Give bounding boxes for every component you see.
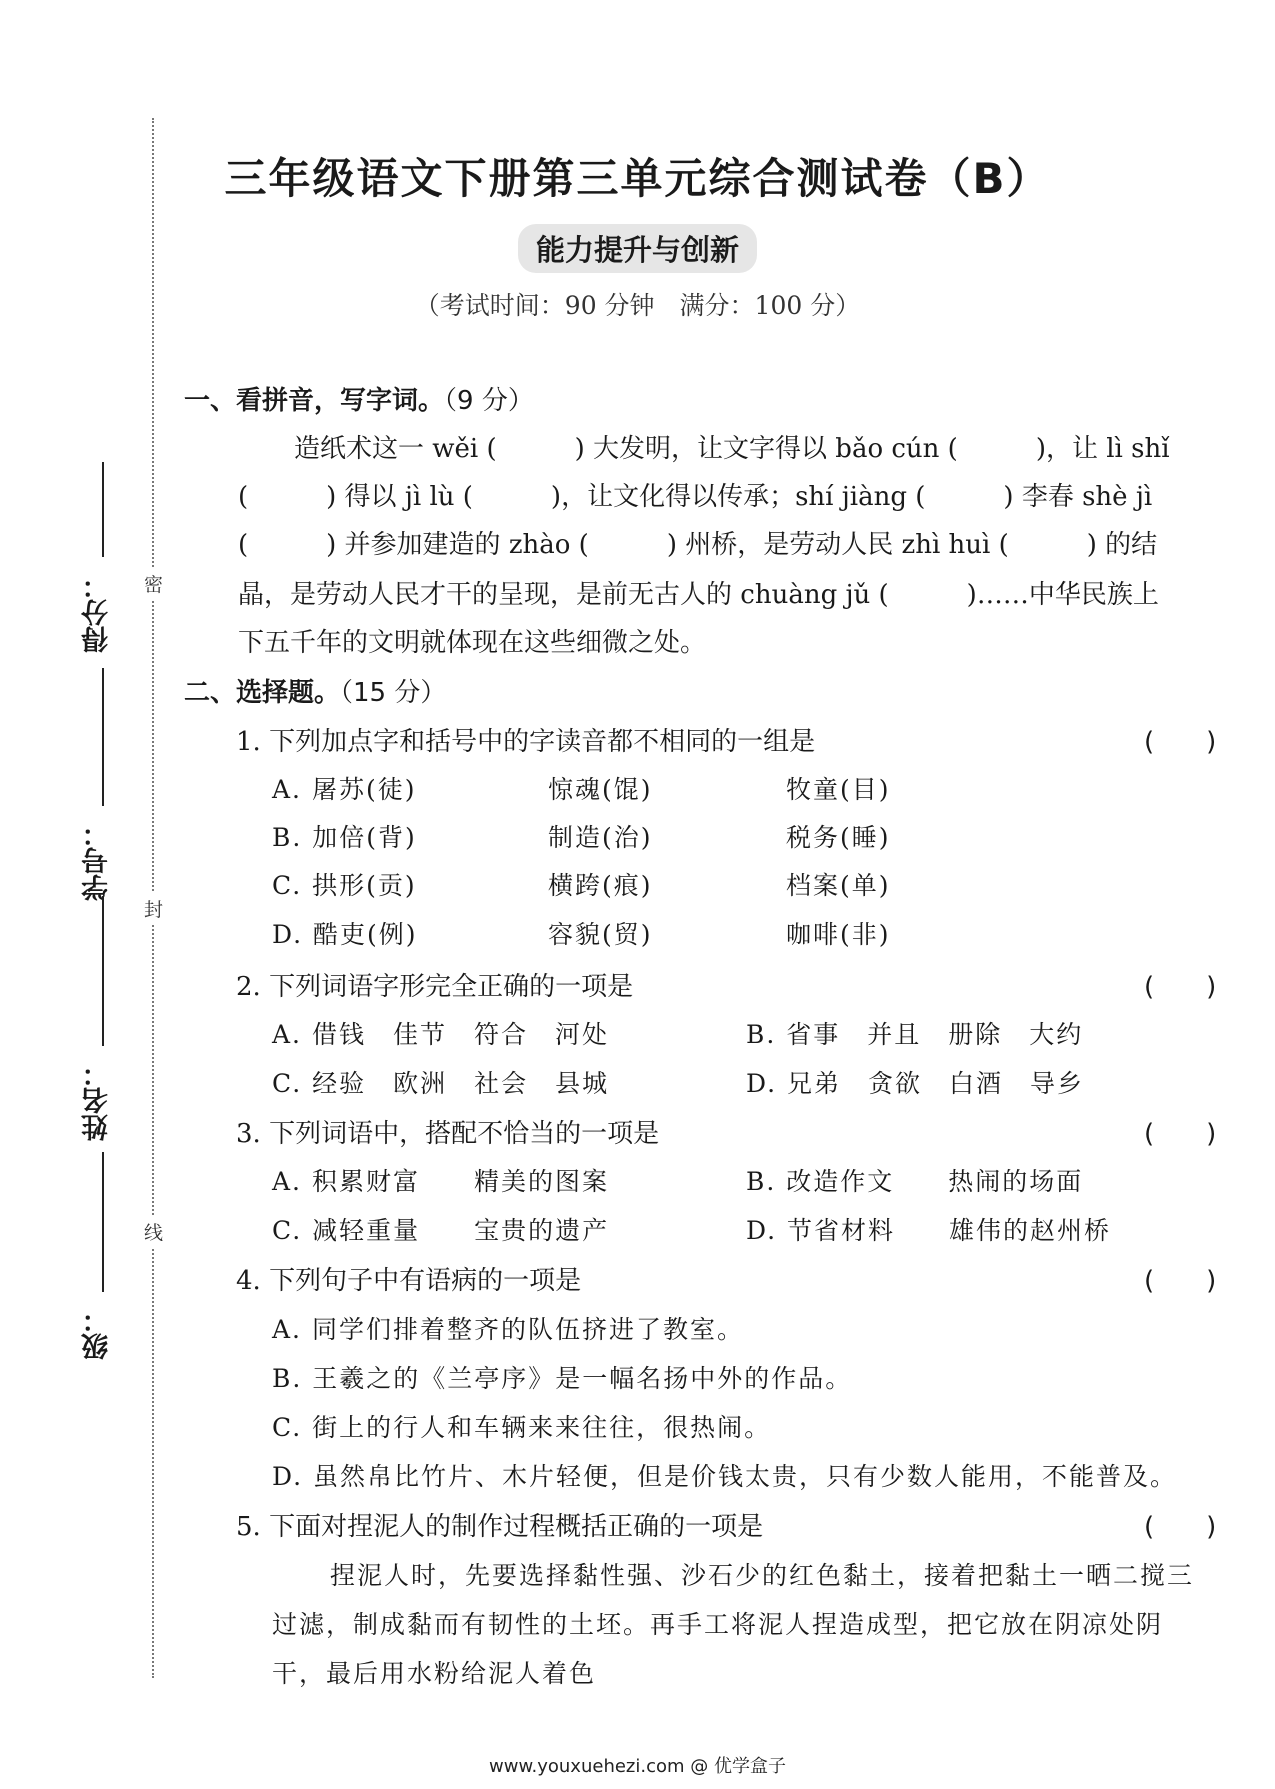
section1-heading: 一、看拼音，写字词。（9 分） bbox=[184, 386, 534, 416]
q4-option-c: C. 街上的行人和车辆来来往往，很热闹。 bbox=[272, 1413, 772, 1442]
section1-line-3: ( ) 并参加建造的 zhào ( ) 州桥，是劳动人民 zhì huì ( ) 的结 bbox=[238, 530, 1158, 560]
q1-option-d-2: 容貌(贸) bbox=[548, 920, 653, 949]
q4-stem: 4. 下列句子中有语病的一项是 bbox=[236, 1266, 582, 1296]
q1-option-a-3: 牧童(目) bbox=[786, 775, 891, 804]
q3-option-b: B. 改造作文 热闹的场面 bbox=[746, 1167, 1084, 1196]
name-label: 姓名： bbox=[82, 1060, 113, 1141]
q2-option-c: C. 经验 欧洲 社会 县城 bbox=[272, 1069, 610, 1098]
class-label: 级： bbox=[82, 1306, 113, 1360]
q1-option-a-2: 惊魂(馄) bbox=[548, 775, 653, 804]
q3-option-c: C. 减轻重量 宝贵的遗产 bbox=[272, 1216, 610, 1245]
q4-option-a: A. 同学们排着整齐的队伍挤进了教室。 bbox=[272, 1315, 744, 1344]
page-subtitle: 能力提升与创新 bbox=[518, 224, 757, 273]
seal-mark-xian: 线 bbox=[144, 1215, 163, 1248]
q1-option-c-2: 横跨(痕) bbox=[548, 871, 653, 900]
q2-answer-blank[interactable]: ( ) bbox=[1144, 972, 1217, 1002]
section1-line-1: 造纸术这一 wěi ( ) 大发明，让文字得以 bǎo cún ( )，让 lì shǐ bbox=[294, 434, 1170, 464]
score-label: 得分： bbox=[82, 572, 113, 653]
q1-option-b-1: B. 加倍(背) bbox=[272, 823, 417, 852]
q1-option-c-3: 档案(单) bbox=[786, 871, 891, 900]
class-blank-line bbox=[102, 1152, 104, 1292]
q3-option-a: A. 积累财富 精美的图案 bbox=[272, 1167, 609, 1196]
footer-watermark: www.youxuehezi.com @ 优学盒子 bbox=[489, 1756, 786, 1777]
q1-option-d-3: 咖啡(非) bbox=[786, 920, 891, 949]
q5-answer-blank[interactable]: ( ) bbox=[1144, 1512, 1217, 1542]
q1-option-d-1: D. 酷吏(例) bbox=[272, 920, 418, 949]
q2-option-a: A. 借钱 佳节 符合 河处 bbox=[272, 1020, 609, 1049]
q1-stem: 1. 下列加点字和括号中的字读音都不相同的一组是 bbox=[236, 727, 816, 757]
q1-answer-blank[interactable]: ( ) bbox=[1144, 727, 1217, 757]
q1-option-a-1: A. 屠苏(徒) bbox=[272, 775, 417, 804]
q2-stem: 2. 下列词语字形完全正确的一项是 bbox=[236, 972, 634, 1002]
q2-option-b: B. 省事 并且 册除 大约 bbox=[746, 1020, 1084, 1049]
q3-option-d: D. 节省材料 雄伟的赵州桥 bbox=[746, 1216, 1112, 1245]
q1-option-b-2: 制造(治) bbox=[548, 823, 653, 852]
seal-mark-mi: 密 bbox=[144, 567, 163, 600]
q5-stem: 5. 下面对捏泥人的制作过程概括正确的一项是 bbox=[236, 1512, 764, 1542]
score-blank-line bbox=[102, 462, 104, 557]
q3-answer-blank[interactable]: ( ) bbox=[1144, 1119, 1217, 1149]
q4-answer-blank[interactable]: ( ) bbox=[1144, 1266, 1217, 1296]
q4-option-d: D. 虽然帛比竹片、木片轻便，但是价钱太贵，只有少数人能用，不能普及。 bbox=[272, 1462, 1178, 1491]
section1-line-2: ( ) 得以 jì lù ( )，让文化得以传承；shí jiàng ( ) 李春 shè jì bbox=[238, 482, 1153, 512]
q5-passage-line-3: 干，最后用水粉给泥人着色 bbox=[272, 1659, 597, 1688]
q5-passage-line-1: 捏泥人时，先要选择黏性强、沙石少的红色黏土，接着把黏土一晒二搅三 bbox=[330, 1561, 1195, 1590]
name-blank-line bbox=[102, 896, 104, 1046]
q2-option-d: D. 兄弟 贪欲 白酒 导乡 bbox=[746, 1069, 1085, 1098]
q3-stem: 3. 下列词语中，搭配不恰当的一项是 bbox=[236, 1119, 660, 1149]
section2-heading: 二、选择题。（15 分） bbox=[184, 678, 447, 708]
q4-option-b: B. 王羲之的《兰亭序》是一幅名扬中外的作品。 bbox=[272, 1364, 853, 1393]
student-id-blank-line bbox=[102, 668, 104, 806]
q1-option-b-3: 税务(睡) bbox=[786, 823, 891, 852]
exam-info: （考试时间：90 分钟 满分：100 分） bbox=[414, 291, 861, 320]
student-id-label: 学号： bbox=[82, 820, 113, 901]
section1-line-4: 晶，是劳动人民才干的呈现，是前无古人的 chuàng jǔ ( )……中华民族上 bbox=[238, 580, 1159, 610]
section1-line-5: 下五千年的文明就体现在这些细微之处。 bbox=[238, 628, 707, 658]
q1-option-c-1: C. 拱形(贡) bbox=[272, 871, 417, 900]
page-title: 三年级语文下册第三单元综合测试卷（B） bbox=[224, 154, 1051, 203]
seal-mark-feng: 封 bbox=[144, 892, 163, 925]
q5-passage-line-2: 过滤，制成黏而有韧性的土坯。再手工将泥人捏造成型，把它放在阴凉处阴 bbox=[272, 1610, 1164, 1639]
